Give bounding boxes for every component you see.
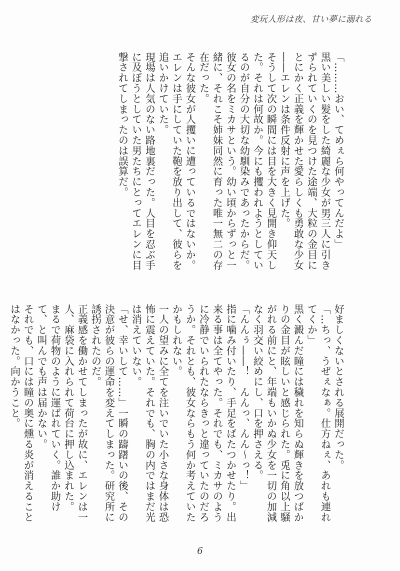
paragraph: 正義感を働かせてしまったが故に、エレンは一人、麻袋に入れられて荷台に押し込まれた。 — [62, 304, 87, 523]
bottom-text-block — [8, 304, 344, 526]
top-text-block — [24, 52, 344, 272]
paragraph: まるで荷物のように運ばれていく。誰か助けて、と叫んでも声は届かない。 — [35, 304, 60, 512]
paragraph: それでも、口には瞳の奥に燻る炎が消えることはなかった。向かうこと。 — [8, 304, 33, 523]
running-header: 変玩人形は夜、甘い夢に溺れる — [250, 15, 372, 25]
paragraph: そんな彼女が人攫いに遭っているではないか。エレンは手にしていた鞄を放り出して、彼らを追いかけていた。 — [156, 52, 195, 271]
paragraph: 「………おい、てめぇら何やってんだよ」 — [332, 52, 343, 250]
paragraph: 「せ、幸いして……」一瞬の躊躇いの後、その決意が彼らの運命を変えてしまった。研究所に誘拐されたのだ。 — [89, 304, 127, 523]
paragraph: 「…ちっ、うぜぇなぁ。仕方ねぇ、あれも連れてくか」 — [305, 304, 330, 523]
paragraph: そうして次の瞬間には目を大きく見開き仰天した。それは何故か。今にも攫われようとしているのが自分の大切な幼馴染みであったからだ。 — [237, 52, 276, 271]
paragraph: 黒く澱んだ瞳には穢れを知らぬ輝きを放つばかりの金目が眩しいと感じられた。兎に角以上騒がれる前にと、年端もいかぬ少女を一切の加減なく羽交い絞めにし、口を押さえる。 — [251, 304, 303, 523]
page-number: 6 — [197, 547, 203, 557]
paragraph: 好ましくないとされる展開だった。 — [332, 304, 343, 471]
paragraph: 黒い美しい髪をした綺麗な少女が男三人に引きずられていくのを見つけた途端、大粒の金目にとにかく正義を輝かせた愛らしくも勇敢な少女――エレンは条件反射に声を上げた。 — [278, 52, 330, 271]
paragraph: 現場は人気のない路地裏だった。人目を忍ぶ手に及ぼうとしていた男たちにとってエレンに目撃されてしまったのは誤算だ。 — [116, 52, 154, 271]
paragraph: 指に噛み付いたり、手足をばたつかせたり。出来る事は全てやった。それでも、ミカサのように冷静でいられたならきっと違っていたのだろうか。それとも、彼女ならもう何か考えていたかもしれない。 — [170, 304, 235, 523]
paragraph: 「んんぅ――！ んんっ、んん〜っ！」 — [237, 304, 249, 492]
paragraph: 彼女の名をミカサという。幼い頃からずっと一緒に、それこそ姉妹同然に育った唯一無二の存在だった。 — [197, 52, 235, 271]
paragraph: 一人の望みに全てを注いでいた小さな身体は恐怖に震えていた。それでも、胸の内ではまだ光は消えていない。 — [129, 304, 168, 523]
